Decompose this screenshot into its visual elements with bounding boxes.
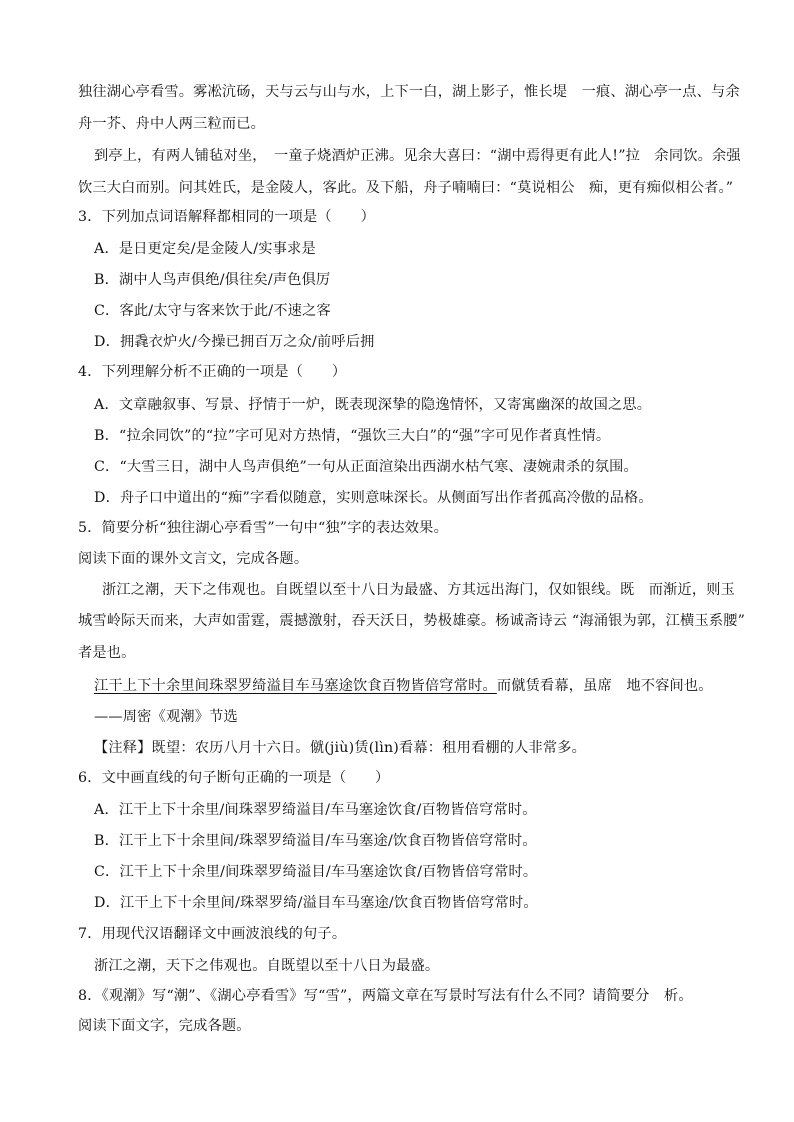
q6-option-b: B．江干上下十余里间/珠翠罗绮溢目/车马塞途/饮食百物皆倍穹常时。 xyxy=(94,833,537,849)
q4-option-b: B．“拉余同饮”的“拉”字可见对方热情，“强饮三大白”的“强”字可见作者真性情。 xyxy=(94,428,611,444)
passage1-p1-line2: 舟一芥、舟中人两三粒而已。 xyxy=(78,116,266,132)
q6-option-c: C．江干上下十余里/间珠翠罗绮溢目/车马塞途饮食/百物皆倍穹常时。 xyxy=(94,864,538,880)
q6-option-d: D．江干上下十余里间/珠翠罗绮/溢目车马塞途/饮食百物皆倍穹常时。 xyxy=(94,895,538,911)
passage2-source: ——周密《观潮》节选 xyxy=(94,709,238,725)
passage1-p2-line1: 到亭上，有两人铺毡对坐， 一童子烧酒炉正沸。见余大喜曰：“湖中焉得更有此人!”拉 余同饮。余强 xyxy=(94,148,741,164)
intro-passage3: 阅读下面文字，完成各题。 xyxy=(78,1018,251,1034)
q3-option-a: A．是日更定矣/是金陵人/实事求是 xyxy=(94,241,316,257)
q4-stem: 4．下列理解分析不正确的一项是（ ） xyxy=(78,364,347,380)
passage1-p2-line2: 饮三大白而别。问其姓氏，是金陵人，客此。及下船，舟子喃喃曰：“莫说相公 痴，更有痴似相公者。” xyxy=(78,180,734,196)
q4-option-d: D．舟子口中道出的“痴”字看似随意，实则意味深长。从侧面写出作者孤高冷傲的品格。 xyxy=(94,490,653,506)
passage1-p1-line1: 独往湖心亭看雪。雾凇沆砀，天与云与山与水，上下一白，湖上影子，惟长堤 一痕、湖心亭一点、与余 xyxy=(78,84,740,100)
q5-stem: 5．简要分析“独往湖心亭看雪”一句中“独”字的表达效果。 xyxy=(78,520,448,536)
q6-stem: 6．文中画直线的句子断句正确的一项是（ ） xyxy=(78,770,390,786)
q7-stem: 7．用现代汉语翻译文中画波浪线的句子。 xyxy=(78,926,347,942)
passage2-p2 xyxy=(94,676,713,696)
passage2-p1-line1: 浙江之潮，天下之伟观也。自既望以至十八日为最盛、方其远出海门，仅如银线。既 而渐近，则玉 xyxy=(102,582,736,598)
q4-option-c: C．“大雪三日，湖中人鸟声俱绝”一句从正面渲染出西湖水枯气寒、凄婉肃杀的氛围。 xyxy=(94,459,638,475)
q7-sentence: 浙江之潮，天下之伟观也。自既望以至十八日为最盛。 xyxy=(94,958,440,974)
passage2-p1-line2: 城雪岭际天而来，大声如雷霆，震撼激射，吞天沃日，势极雄豪。杨诚斋诗云 “海涌银为郭，江横玉系腰” xyxy=(78,613,746,629)
passage2-p1-line3: 者是也。 xyxy=(78,645,136,661)
q3-option-b: B．湖中人鸟声俱绝/俱往矣/声色俱厉 xyxy=(94,272,331,288)
q6-option-a: A．江干上下十余里/间珠翠罗绮溢目/车马塞途饮食/百物皆倍穹常时。 xyxy=(94,802,537,818)
underlined-sentence: 江干上下十余里间珠翠罗绮溢目车马塞途饮食百物皆倍穹常时。 xyxy=(94,678,497,694)
q3-option-d: D．拥毳衣炉火/今操已拥百万之众/前呼后拥 xyxy=(94,334,375,350)
q8-stem: 8．《观潮》写“潮”、《湖心亭看雪》写“雪”，两篇文章在写景时写法有什么不同？请简要分 析。 xyxy=(78,988,693,1004)
q3-stem: 3．下列加点词语解释都相同的一项是（ ） xyxy=(78,209,375,225)
q3-option-c: C．客此/太守与客来饮于此/不速之客 xyxy=(94,303,331,319)
passage2-p2-rest: 而僦赁看幕，虽席 地不容间也。 xyxy=(496,678,713,694)
intro-passage2: 阅读下面的课外文言文，完成各题。 xyxy=(78,551,309,567)
passage2-note: 【注释】既望：农历八月十六日。僦(jiù)赁(lìn)看幕：租用看棚的人非常多。 xyxy=(94,740,587,756)
q4-option-a: A．文章融叙事、写景、抒情于一炉，既表现深挚的隐逸情怀，又寄寓幽深的故国之思。 xyxy=(94,397,652,413)
